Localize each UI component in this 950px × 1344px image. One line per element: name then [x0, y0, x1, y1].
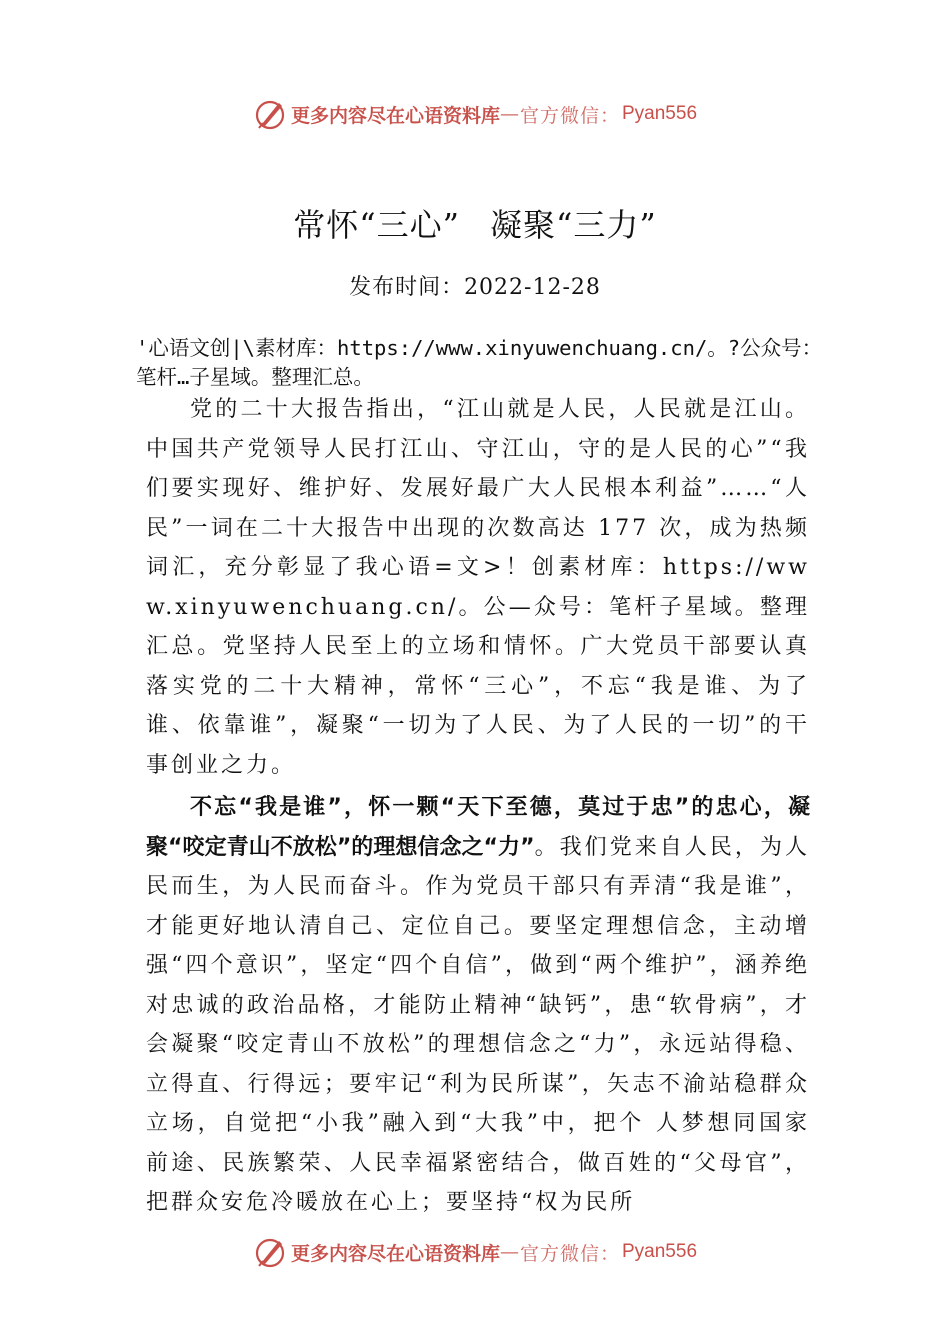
- title-part-2: 凝聚“三力”: [490, 206, 657, 244]
- banner-dash: —: [499, 103, 520, 125]
- quill-pen-seal-icon: [253, 97, 287, 131]
- header-banner: [0, 94, 950, 134]
- banner-sub-text: 官方微信：: [519, 1242, 620, 1265]
- banner-wechat-id: Pyan556: [622, 103, 698, 124]
- paragraph-2-text: 。我们党来自人民，为人民而生，为人民而奋斗。作为党员干部只有弄清“我是谁”，才能更好地认清自己、定位自己。要坚定理想信念，主动增强“四个意识”，坚定“四个自信”，做到“两个维护”，涵养绝对忠诚的政治品格，才能防止精神“缺钙”，患“软骨病”，才会凝聚“咬定青山不放松”的理想信念之“力”，永远站得稳、立得直、行得远；要牢记“利为民所谋”，矢志不渝站稳群众立场，自觉把“小我”融入到“大我”中，把个 人梦想同国家前途、民族繁荣、人民幸福紧密结合，做百姓的“父母官”，把群众安危冷暖放在心上；要坚持“权为民所: [146, 834, 810, 1215]
- banner-main-text: 更多内容尽在心语资料库: [290, 104, 500, 127]
- banner-sub-text: 官方微信：: [519, 104, 620, 127]
- paragraph-2: [146, 788, 810, 1223]
- quill-pen-seal-icon: [253, 1235, 287, 1269]
- paragraph-1: 党的二十大报告指出，“江山就是人民，人民就是江山。中国共产党领导人民打江山、守江山，守的是人民的心”“我们要实现好、维护好、发展好最广大人民根本利益”……“人民”一词在二十大报告中出现的次数高达 177 次，成为热频词汇，充分彰显了我心语=文>！创素材库：https://www.xinyuwenchuang.cn/。公—众号：笔杆子星域。整理汇总。党坚持人民至上的立场和情怀。广大党员干部要认真落实党的二十大精神，常怀“三心”，不忘“我是谁、为了谁、依靠谁”，凝聚“一切为了人民、为了人民的一切”的干事创业之力。: [146, 397, 810, 778]
- banner-dash: —: [499, 1241, 520, 1263]
- publish-date: 发布时间：2022-12-28: [349, 275, 601, 300]
- footer-banner: [0, 1232, 950, 1272]
- banner-main-text: 更多内容尽在心语资料库: [290, 1242, 500, 1265]
- page-title: [0, 200, 950, 246]
- title-part-1: 常怀“三心”: [293, 206, 460, 244]
- article-body: [146, 390, 810, 1223]
- paragraph-2-heading: 不忘“我是谁”，怀一颗“天下至德，莫过于忠”的忠心，凝聚“咬定青山不放松”的理想信念之“力”: [146, 795, 810, 860]
- banner-wechat-id: Pyan556: [622, 1241, 698, 1262]
- source-note: '心语文创|\素材库：https://www.xinyuwenchuang.cn/。?公众号：笔杆…子星域。整理汇总。: [136, 336, 823, 389]
